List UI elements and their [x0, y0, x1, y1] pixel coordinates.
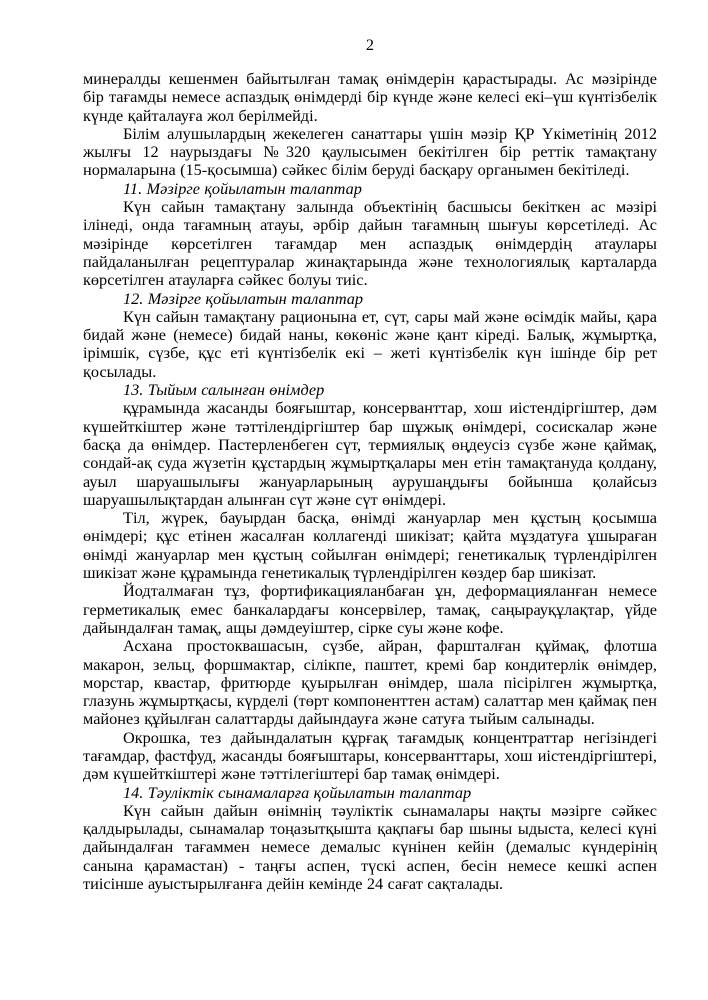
paragraph: Тіл, жүрек, бауырдан басқа, өнімді жануарлар мен құстың қосымша өнімдері; құс етінен жасалған коллагенді шикізат; қайта мұздатуға ұшыраған өнімді жануарлар мен құстың сойылған өнімдері; генетикалық түрлендірілген шикізат және құрамында генетикалық түрлендірілген көздер бар шикізат. — [83, 508, 657, 583]
page-number: 2 — [365, 35, 375, 54]
paragraph: құрамында жасанды бояғыштар, консерванттар, хош иістендіргіштер, дәм күшейткіштер және тәттілендіргіштер бар шұжық өнімдері, сосискалар және басқа да өнімдер. Пастерленбеген сүт, термиялық өңдеусіз сүзбе және қаймақ, сондай-ақ суда жүзетін құстардың жұмыртқалары мен етін тамақтануда қолдану, ауыл шаруашылығы жануарларының аурушаңдығы бойынша қолайсыз шаруашылықтардан алынған сүт және сүт өнімдері. — [83, 398, 657, 509]
paragraph: Білім алушылардың жекелеген санаттары үшін мәзір ҚР Үкіметінің 2012 жылғы 12 наурыздағы №320 қаулысымен бекітілген бір реттік тамақтану нормаларына (15-қосымша) сәйкес білім беруді басқару органымен бекітіледі. — [83, 123, 657, 180]
section-heading: 11. Мәзірге қойылатын талаптар — [123, 178, 362, 198]
paragraph: Күн сайын дайын өнімнің тәуліктік сынамалары нақты мәзірге сәйкес қалдырылады, сынамалар тоңазытқышта қақпағы бар шыны ыдыста, келесі күні дайындалған тағаммен немесе демалыс күнінен кейін (демалыс күндерінің санына қарамастан) - таңғы аспен, түскі аспен, бесін немесе кешкі аспен тиісінше ауыстырылғанға дейін кемінде 24 сағат сақталады. — [83, 800, 657, 894]
section-heading: 14. Тәуліктік сынамаларға қойылатын талаптар — [123, 782, 472, 802]
paragraph: Күн сайын тамақтану рационына ет, сүт, сары май және өсімдік майы, қара бидай және (немесе) бидай наны, көкөніс және қант кіреді. Балық, жұмыртқа, ірімшік, сүзбе, құс еті күнтізбелік екі – жеті күнтізбелік күн ішінде бір рет қосылады. — [83, 306, 657, 381]
paragraph: минералды кешенмен байытылған тамақ өнімдерін қарастырады. Ас мәзірінде бір тағамды немесе аспаздық өнімдерді бір күнде және келесі екі–үш күнтізбелік күнде қайталауға жол берілмейді. — [83, 69, 657, 125]
document-body — [83, 70, 657, 893]
paragraph: Күн сайын тамақтану залында объектінің басшысы бекіткен ас мәзірі ілінеді, онда тағамның атауы, әрбір дайын тағамның шығуы көрсетіледі. Ас мәзірінде көрсетілген тағамдар мен аспаздық өнімдердің атаулары пайдаланылған рецептуралар жинақтарында және технологиялық карталарда көрсетілген атауларға сәйкес болуы тиіс. — [83, 197, 657, 290]
section-heading: 13. Тыйым салынған өнімдер — [123, 380, 325, 400]
paragraph: Йодталмаған тұз, фортификацияланбаған ұн, деформацияланған немесе герметикалық емес банкалардағы консервілер, тамақ, саңырауқұлақтар, үйде дайындалған тамақ, ащы дәмдеуіштер, сірке суы және кофе. — [83, 581, 657, 637]
paragraph: Окрошка, тез дайындалатын құрғақ тағамдық концентраттар негізіндегі тағамдар, фастфуд, жасанды бояғыштары, консерванттары, хош иістендіргіштері, дәм күшейткіштері және тәттілегіштері бар тамақ өнімдері. — [83, 727, 657, 784]
section-heading: 12. Мәзірге қойылатын талаптар — [123, 288, 364, 308]
paragraph: Асхана простоквашасын, сүзбе, айран, фаршталған құймақ, флотша макарон, зельц, форшмактар, сілікпе, паштет, кремі бар кондитерлік өнімдер, морстар, квастар, фритюрде қуырылған өнімдер, шала пісірілген жұмыртқа, глазунь жұмыртқасы, күрделі (төрт компоненттен астам) салаттар мен қаймақ пен майонез құйылған салаттарды дайындауға және сатуға тыйым салынады. — [83, 636, 657, 729]
